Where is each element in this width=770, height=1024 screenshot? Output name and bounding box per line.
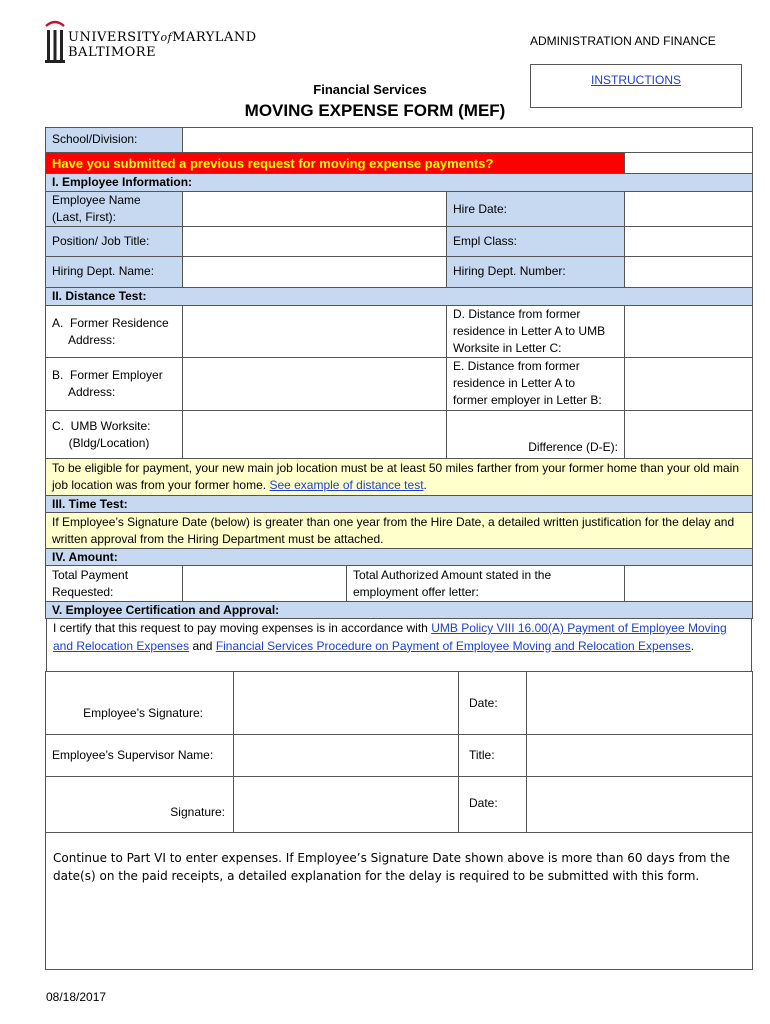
eligibility-note: To be eligible for payment, your new main job location must be at least 50 miles farther from your former home than your old main job location was from your former home. See example of distance test. <box>46 458 752 495</box>
distance-e-field[interactable] <box>624 357 752 410</box>
school-division-label: School/Division: <box>46 128 182 152</box>
distance-d-label: D. Distance from former residence in Letter A to UMB Worksite in Letter C: <box>446 305 624 357</box>
time-test-note: If Employee’s Signature Date (below) is greater than one year from the Hire Date, a detailed written justification for the delay and written approval from the Hiring Department must be attached. <box>46 512 752 548</box>
logo-mace-icon <box>44 18 66 64</box>
supervisor-title-field[interactable] <box>526 734 752 776</box>
section-employee-info: I. Employee Information: <box>46 173 752 191</box>
page-subtitle: Financial Services <box>313 82 427 97</box>
previous-request-answer[interactable] <box>624 152 752 173</box>
umb-worksite-label: C. UMB Worksite: (Bldg/Location) <box>46 410 182 458</box>
employee-date-label: Date: <box>458 672 526 734</box>
section-amount: IV. Amount: <box>46 548 752 565</box>
supervisor-title-label: Title: <box>458 734 526 776</box>
hiring-dept-name-field[interactable] <box>182 256 446 287</box>
total-payment-field[interactable] <box>182 565 346 601</box>
employee-date-field[interactable] <box>526 672 752 734</box>
form-revision-date: 08/18/2017 <box>46 990 107 1004</box>
employee-name-field[interactable] <box>182 191 446 226</box>
supervisor-signature-field[interactable] <box>233 776 458 832</box>
difference-label: Difference (D-E): <box>446 410 624 458</box>
distance-test-example-link[interactable]: See example of distance test <box>269 478 424 492</box>
position-field[interactable] <box>182 226 446 256</box>
fs-procedure-link[interactable]: Financial Services Procedure on Payment of Employee Moving and Relocation Expenses <box>215 638 691 653</box>
supervisor-date-field[interactable] <box>526 776 752 832</box>
section-distance-test: II. Distance Test: <box>46 287 752 305</box>
former-employer-field[interactable] <box>182 357 446 410</box>
empl-class-label: Empl Class: <box>446 226 624 256</box>
umb-worksite-field[interactable] <box>182 410 446 458</box>
page-title: MOVING EXPENSE FORM (MEF) <box>244 101 506 120</box>
form-main <box>45 127 753 619</box>
hire-date-field[interactable] <box>624 191 752 226</box>
logo-line-2: BALTIMORE <box>68 45 157 60</box>
former-residence-field[interactable] <box>182 305 446 357</box>
school-division-field[interactable] <box>182 128 752 152</box>
continue-text: Continue to Part VI to enter expenses. If Employee’s Signature Date shown above is more than 60 days from the date(s) on the paid receipts, a detailed explanation for the delay is required to be submitted with this form. <box>53 851 730 883</box>
former-residence-label: A. Former Residence Address: <box>46 305 182 357</box>
logo-line-1: UNIVERSITYofMARYLAND <box>68 30 257 45</box>
section-certification: V. Employee Certification and Approval: <box>46 601 752 618</box>
supervisor-date-label: Date: <box>458 776 526 832</box>
supervisor-name-field[interactable] <box>233 734 458 776</box>
certification-text: I certify that this request to pay moving expenses is in accordance with UMB Policy VIII 16.00(A) Payment of Employee Moving and Relocation Expenses and Financial Services Procedure on Payment of Employee Moving and Relocation Expenses. <box>46 619 752 671</box>
employee-name-label: Employee Name (Last, First): <box>46 191 182 226</box>
position-label: Position/ Job Title: <box>46 226 182 256</box>
previous-request-question: Have you submitted a previous request for moving expense payments? <box>46 152 624 173</box>
hiring-dept-number-field[interactable] <box>624 256 752 287</box>
hiring-dept-number-label: Hiring Dept. Number: <box>446 256 624 287</box>
university-logo <box>44 18 257 66</box>
umb-policy-link[interactable]: UMB Policy VIII 16.00(A) Payment of Employee Moving and Relocation Expenses <box>53 621 727 653</box>
supervisor-signature-label: Signature: <box>46 776 233 832</box>
difference-field[interactable] <box>624 410 752 458</box>
instructions-link[interactable]: INSTRUCTIONS <box>591 73 681 87</box>
empl-class-field[interactable] <box>624 226 752 256</box>
distance-e-label: E. Distance from former residence in Letter A to former employer in Letter B: <box>446 357 624 410</box>
employee-signature-label: Employee’s Signature: <box>83 706 203 720</box>
instructions-box <box>530 64 742 108</box>
distance-d-field[interactable] <box>624 305 752 357</box>
total-payment-label: Total Payment Requested: <box>46 565 182 601</box>
signature-grid <box>45 671 753 833</box>
section-time-test: III. Time Test: <box>46 495 752 512</box>
admin-finance-label: ADMINISTRATION AND FINANCE <box>530 34 716 48</box>
supervisor-name-label: Employee’s Supervisor Name: <box>46 734 233 776</box>
hire-date-label: Hire Date: <box>446 191 624 226</box>
hiring-dept-name-label: Hiring Dept. Name: <box>46 256 182 287</box>
former-employer-label: B. Former Employer Address: <box>46 357 182 410</box>
total-authorized-field[interactable] <box>624 565 752 601</box>
continue-note <box>45 832 753 970</box>
total-authorized-label: Total Authorized Amount stated in the employment offer letter: <box>346 565 624 601</box>
employee-signature-field[interactable] <box>233 672 458 734</box>
